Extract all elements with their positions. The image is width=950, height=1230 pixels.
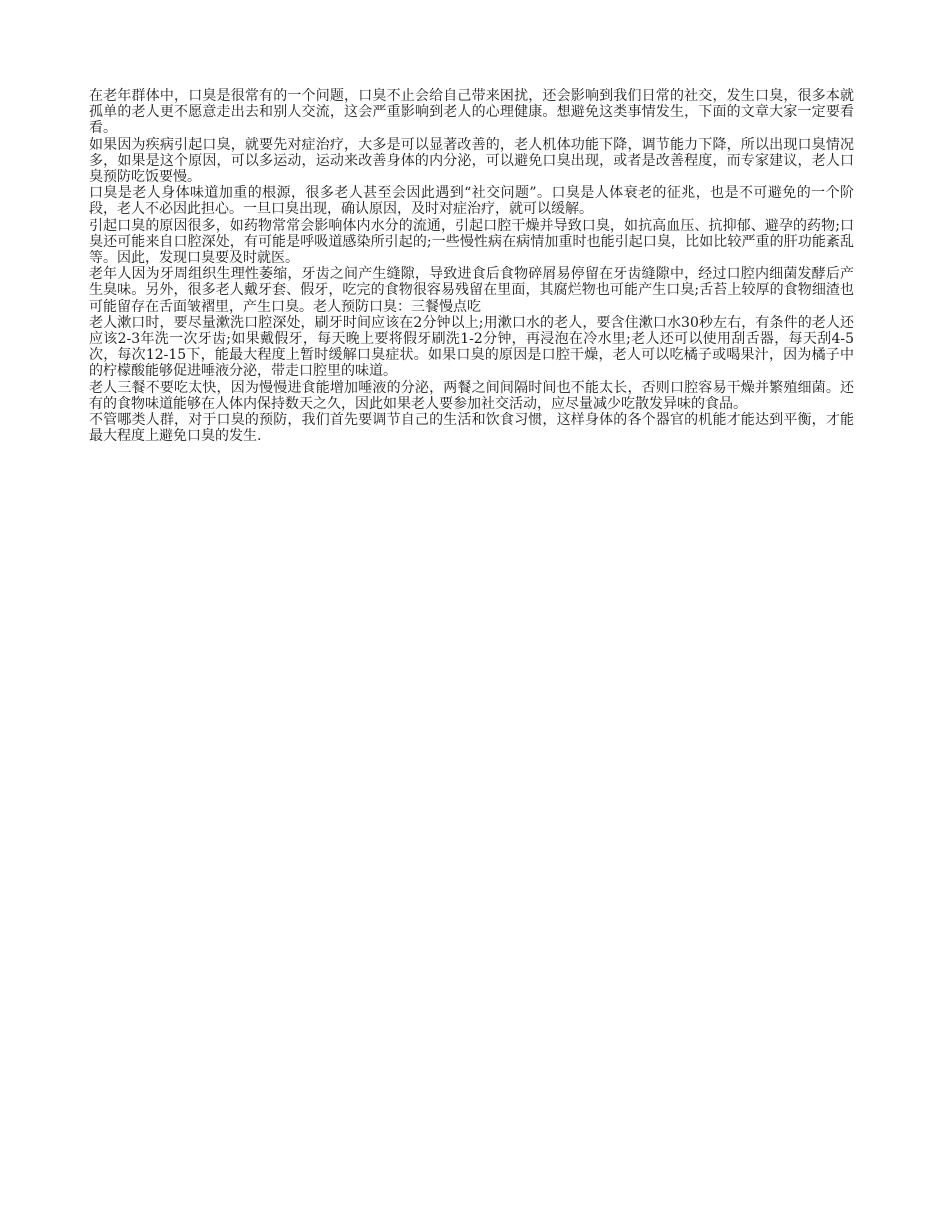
paragraph-5: 老年人因为牙周组织生理性萎缩，牙齿之间产生缝隙，导致进食后食物碎屑易停留在牙齿缝隙中，经过口腔内细菌发酵后产生臭味。另外，很多老人戴牙套、假牙，吃完的食物很容易残留在里面，其腐烂物也可能产生口臭;舌苔上较厚的食物细渣也可能留存在舌面皱褶里，产生口臭。老人预防口臭：三餐慢点吃 — [89, 266, 854, 315]
paragraph-2: 如果因为疾病引起口臭，就要先对症治疗，大多是可以显著改善的，老人机体功能下降，调节能力下降，所以出现口臭情况多，如果是这个原因，可以多运动，运动来改善身体的内分泌，可以避免口臭出现，或者是改善程度，而专家建议，老人口臭预防吃饭要慢。 — [89, 136, 854, 186]
paragraph-4: 引起口臭的原因很多，如药物常常会影响体内水分的流通，引起口腔干燥并导致口臭，如抗高血压、抗抑郁、避孕的药物;口臭还可能来自口腔深处，有可能是呼吸道感染所引起的;一些慢性病在病情加重时也能引起口臭，比如比较严重的肝功能紊乱等。因此，发现口臭要及时就医。 — [89, 217, 854, 267]
document-body — [89, 88, 854, 444]
paragraph-6: 老人漱口时，要尽量漱洗口腔深处，刷牙时间应该在2分钟以上;用漱口水的老人，要含住漱口水30秒左右，有条件的老人还应该2-3年洗一次牙齿;如果戴假牙，每天晚上要将假牙刷洗1-2分钟，再浸泡在冷水里;老人还可以使用刮舌器，每天刮4-5次，每次12-15下，能最大程度上暂时缓解口臭症状。如果口臭的原因是口腔干燥，老人可以吃橘子或喝果汁，因为橘子中的柠檬酸能够促进唾液分泌，带走口腔里的味道。 — [89, 314, 854, 380]
paragraph-8: 不管哪类人群，对于口臭的预防，我们首先要调节自己的生活和饮食习惯，这样身体的各个器官的机能才能达到平衡，才能最大程度上避免口臭的发生. — [89, 412, 854, 445]
paragraph-7: 老人三餐不要吃太快，因为慢慢进食能增加唾液的分泌，两餐之间间隔时间也不能太长，否则口腔容易干燥并繁殖细菌。还有的食物味道能够在人体内保持数天之久，因此如果老人要参加社交活动，应尽量减少吃散发异味的食品。 — [89, 379, 854, 412]
paragraph-3: 口臭是老人身体味道加重的根源，很多老人甚至会因此遇到“社交问题”。口臭是人体衰老的征兆，也是不可避免的一个阶段，老人不必因此担心。一旦口臭出现，确认原因，及时对症治疗，就可以缓解。 — [89, 185, 854, 218]
paragraph-1: 在老年群体中，口臭是很常有的一个问题，口臭不止会给自己带来困扰，还会影响到我们日常的社交，发生口臭，很多本就孤单的老人更不愿意走出去和别人交流，这会严重影响到老人的心理健康。想避免这类事情发生，下面的文章大家一定要看看。 — [89, 88, 854, 137]
